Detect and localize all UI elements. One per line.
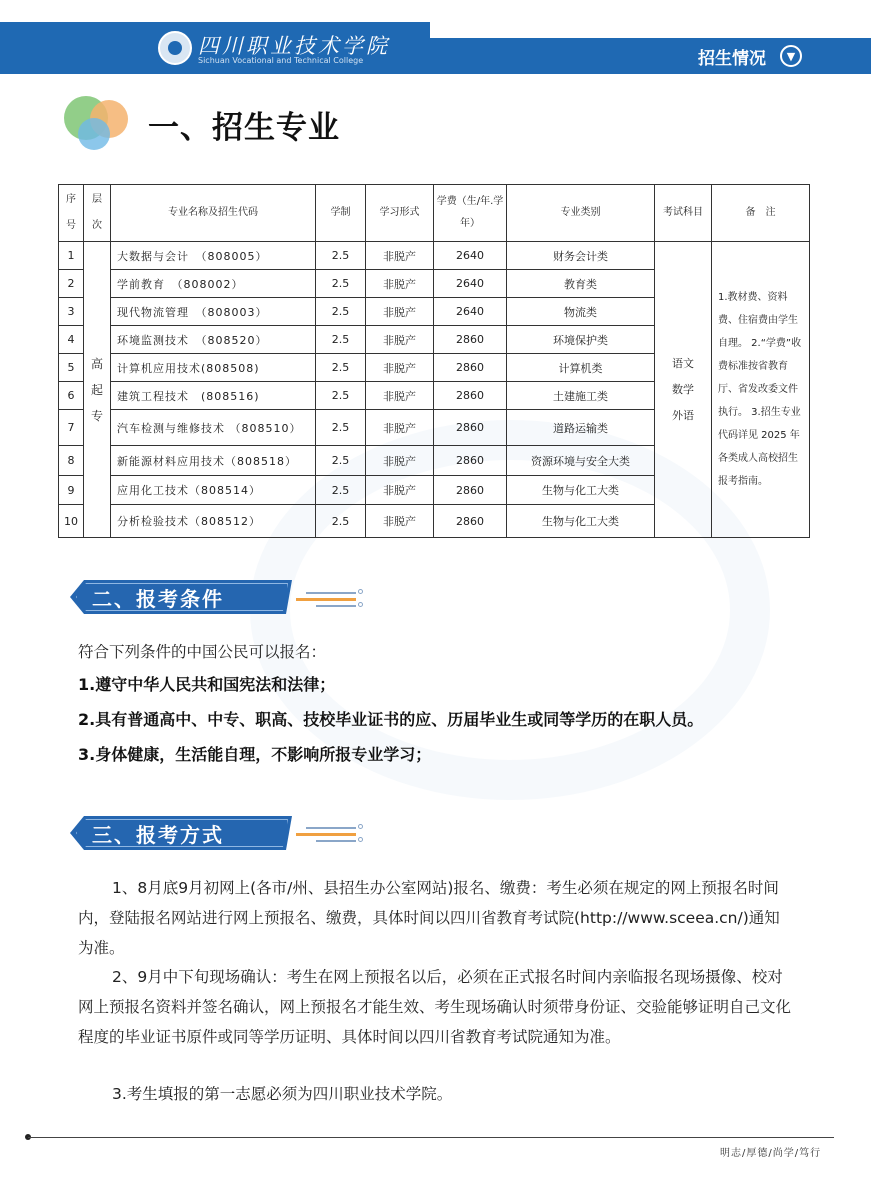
cell-category: 土建施工类 — [507, 382, 655, 410]
cell-fee: 2860 — [434, 505, 507, 538]
cell-duration: 2.5 — [316, 446, 366, 476]
cell-category: 生物与化工大类 — [507, 505, 655, 538]
cell-no: 3 — [59, 298, 84, 326]
cell-name: 学前教育 （808002） — [111, 270, 316, 298]
cell-no: 10 — [59, 505, 84, 538]
header-no: 序号 — [59, 185, 84, 242]
cell-no: 4 — [59, 326, 84, 354]
cell-duration: 2.5 — [316, 476, 366, 505]
section-banner-method — [70, 816, 292, 850]
header-name: 专业名称及招生代码 — [111, 185, 316, 242]
cell-no: 2 — [59, 270, 84, 298]
section-banner-conditions — [70, 580, 292, 614]
condition-item-1: 1.遵守中华人民共和国宪法和法律； — [78, 675, 336, 694]
section-title-majors: 一、招生专业 — [148, 110, 340, 146]
cell-name: 分析检验技术（808512） — [111, 505, 316, 538]
cell-fee: 2860 — [434, 446, 507, 476]
header-exam: 考试科目 — [655, 185, 712, 242]
header-category: 专业类别 — [507, 185, 655, 242]
header-level: 层次 — [84, 185, 111, 242]
section-nav-label[interactable]: 招生情况 — [698, 49, 766, 69]
cell-name: 现代物流管理 （808003） — [111, 298, 316, 326]
footer-motto: 明志/厚德/尚学/笃行 — [720, 1148, 822, 1159]
circuit-decor-icon — [296, 823, 376, 845]
cell-mode: 非脱产 — [366, 354, 434, 382]
cell-name: 应用化工技术（808514） — [111, 476, 316, 505]
cell-fee: 2640 — [434, 298, 507, 326]
cell-category: 教育类 — [507, 270, 655, 298]
cell-category: 道路运输类 — [507, 410, 655, 446]
majors-table — [58, 184, 810, 538]
cell-name: 新能源材料应用技术（808518） — [111, 446, 316, 476]
cell-fee: 2860 — [434, 354, 507, 382]
cell-level: 高起专 — [84, 242, 111, 538]
method-paragraph-2: 2、9月中下旬现场确认：考生在网上预报名以后，必须在正式报名时间内亲临报名现场摄像、校对网上预报名资料并签名确认，网上预报名才能生效、考生现场确认时须带身份证、交验能够证明自己文化程度的毕业证书原件或同等学历证明、具体时间以四川省教育考试院通知为准。 — [78, 968, 792, 1046]
section-title-method: 三、报考方式 — [92, 823, 224, 847]
cell-exam: 语文 数学 外语 — [655, 242, 712, 538]
method-paragraph-3: 3.考生填报的第一志愿必须为四川职业技术学院。 — [112, 1085, 453, 1103]
header-note: 备 注 — [712, 185, 810, 242]
cell-duration: 2.5 — [316, 505, 366, 538]
cell-fee: 2860 — [434, 410, 507, 446]
cell-no: 5 — [59, 354, 84, 382]
conditions-intro: 符合下列条件的中国公民可以报名： — [78, 643, 327, 661]
header-mode: 学习形式 — [366, 185, 434, 242]
cell-category: 财务会计类 — [507, 242, 655, 270]
cell-duration: 2.5 — [316, 242, 366, 270]
cell-duration: 2.5 — [316, 270, 366, 298]
table-row — [59, 242, 810, 270]
school-logo-icon — [158, 31, 192, 65]
school-name-en: Sichuan Vocational and Technical College — [198, 56, 364, 65]
cell-no: 1 — [59, 242, 84, 270]
cell-fee: 2640 — [434, 270, 507, 298]
cell-name: 环境监测技术 （808520） — [111, 326, 316, 354]
cell-category: 生物与化工大类 — [507, 476, 655, 505]
cell-no: 7 — [59, 410, 84, 446]
cell-fee: 2860 — [434, 476, 507, 505]
footer-divider — [28, 1137, 834, 1138]
cell-no: 6 — [59, 382, 84, 410]
cell-mode: 非脱产 — [366, 242, 434, 270]
cell-duration: 2.5 — [316, 326, 366, 354]
cell-note: 1.教材费、资料费、住宿费由学生自理。 2.“学费”收费标准按省教育厅、省发改委文件执行。 3.招生专业代码详见 2025 年各类成人高校招生报考指南。 — [712, 242, 810, 538]
circuit-decor-icon — [296, 588, 376, 610]
cell-duration: 2.5 — [316, 382, 366, 410]
condition-item-2: 2.具有普通高中、中专、职高、技校毕业证书的应、历届毕业生或同等学历的在职人员。 — [78, 710, 704, 729]
cell-duration: 2.5 — [316, 298, 366, 326]
school-name-cn: 四川职业技术学院 — [198, 34, 390, 58]
cell-no: 8 — [59, 446, 84, 476]
cell-mode: 非脱产 — [366, 270, 434, 298]
section-title-conditions: 二、报考条件 — [92, 587, 224, 611]
cell-name: 大数据与会计 （808005） — [111, 242, 316, 270]
cell-mode: 非脱产 — [366, 326, 434, 354]
cell-category: 环境保护类 — [507, 326, 655, 354]
cell-duration: 2.5 — [316, 410, 366, 446]
cell-name: 建筑工程技术 (808516) — [111, 382, 316, 410]
cell-no: 9 — [59, 476, 84, 505]
cell-category: 资源环境与安全大类 — [507, 446, 655, 476]
cell-fee: 2860 — [434, 382, 507, 410]
method-paragraph-1: 1、8月底9月初网上(各市/州、县招生办公室网站)报名、缴费：考生必须在规定的网上预报名时间内，登陆报名网站进行网上预报名、缴费，具体时间以四川省教育考试院(http://www.sceea.cn/)通知为准。 — [78, 879, 780, 957]
cell-name: 汽车检测与维修技术 （808510） — [111, 410, 316, 446]
cell-mode: 非脱产 — [366, 298, 434, 326]
decor-bubble-icon — [78, 118, 110, 150]
cell-mode: 非脱产 — [366, 382, 434, 410]
cell-duration: 2.5 — [316, 354, 366, 382]
chevron-down-icon[interactable]: ▼ — [780, 45, 802, 67]
cell-name: 计算机应用技术(808508) — [111, 354, 316, 382]
cell-mode: 非脱产 — [366, 446, 434, 476]
cell-fee: 2860 — [434, 326, 507, 354]
cell-mode: 非脱产 — [366, 476, 434, 505]
cell-category: 计算机类 — [507, 354, 655, 382]
header-fee: 学费（生/年.学年） — [434, 185, 507, 242]
cell-mode: 非脱产 — [366, 505, 434, 538]
condition-item-3: 3.身体健康，生活能自理，不影响所报专业学习； — [78, 745, 432, 764]
table-header-row — [59, 185, 810, 242]
cell-category: 物流类 — [507, 298, 655, 326]
header-duration: 学制 — [316, 185, 366, 242]
cell-mode: 非脱产 — [366, 410, 434, 446]
cell-fee: 2640 — [434, 242, 507, 270]
